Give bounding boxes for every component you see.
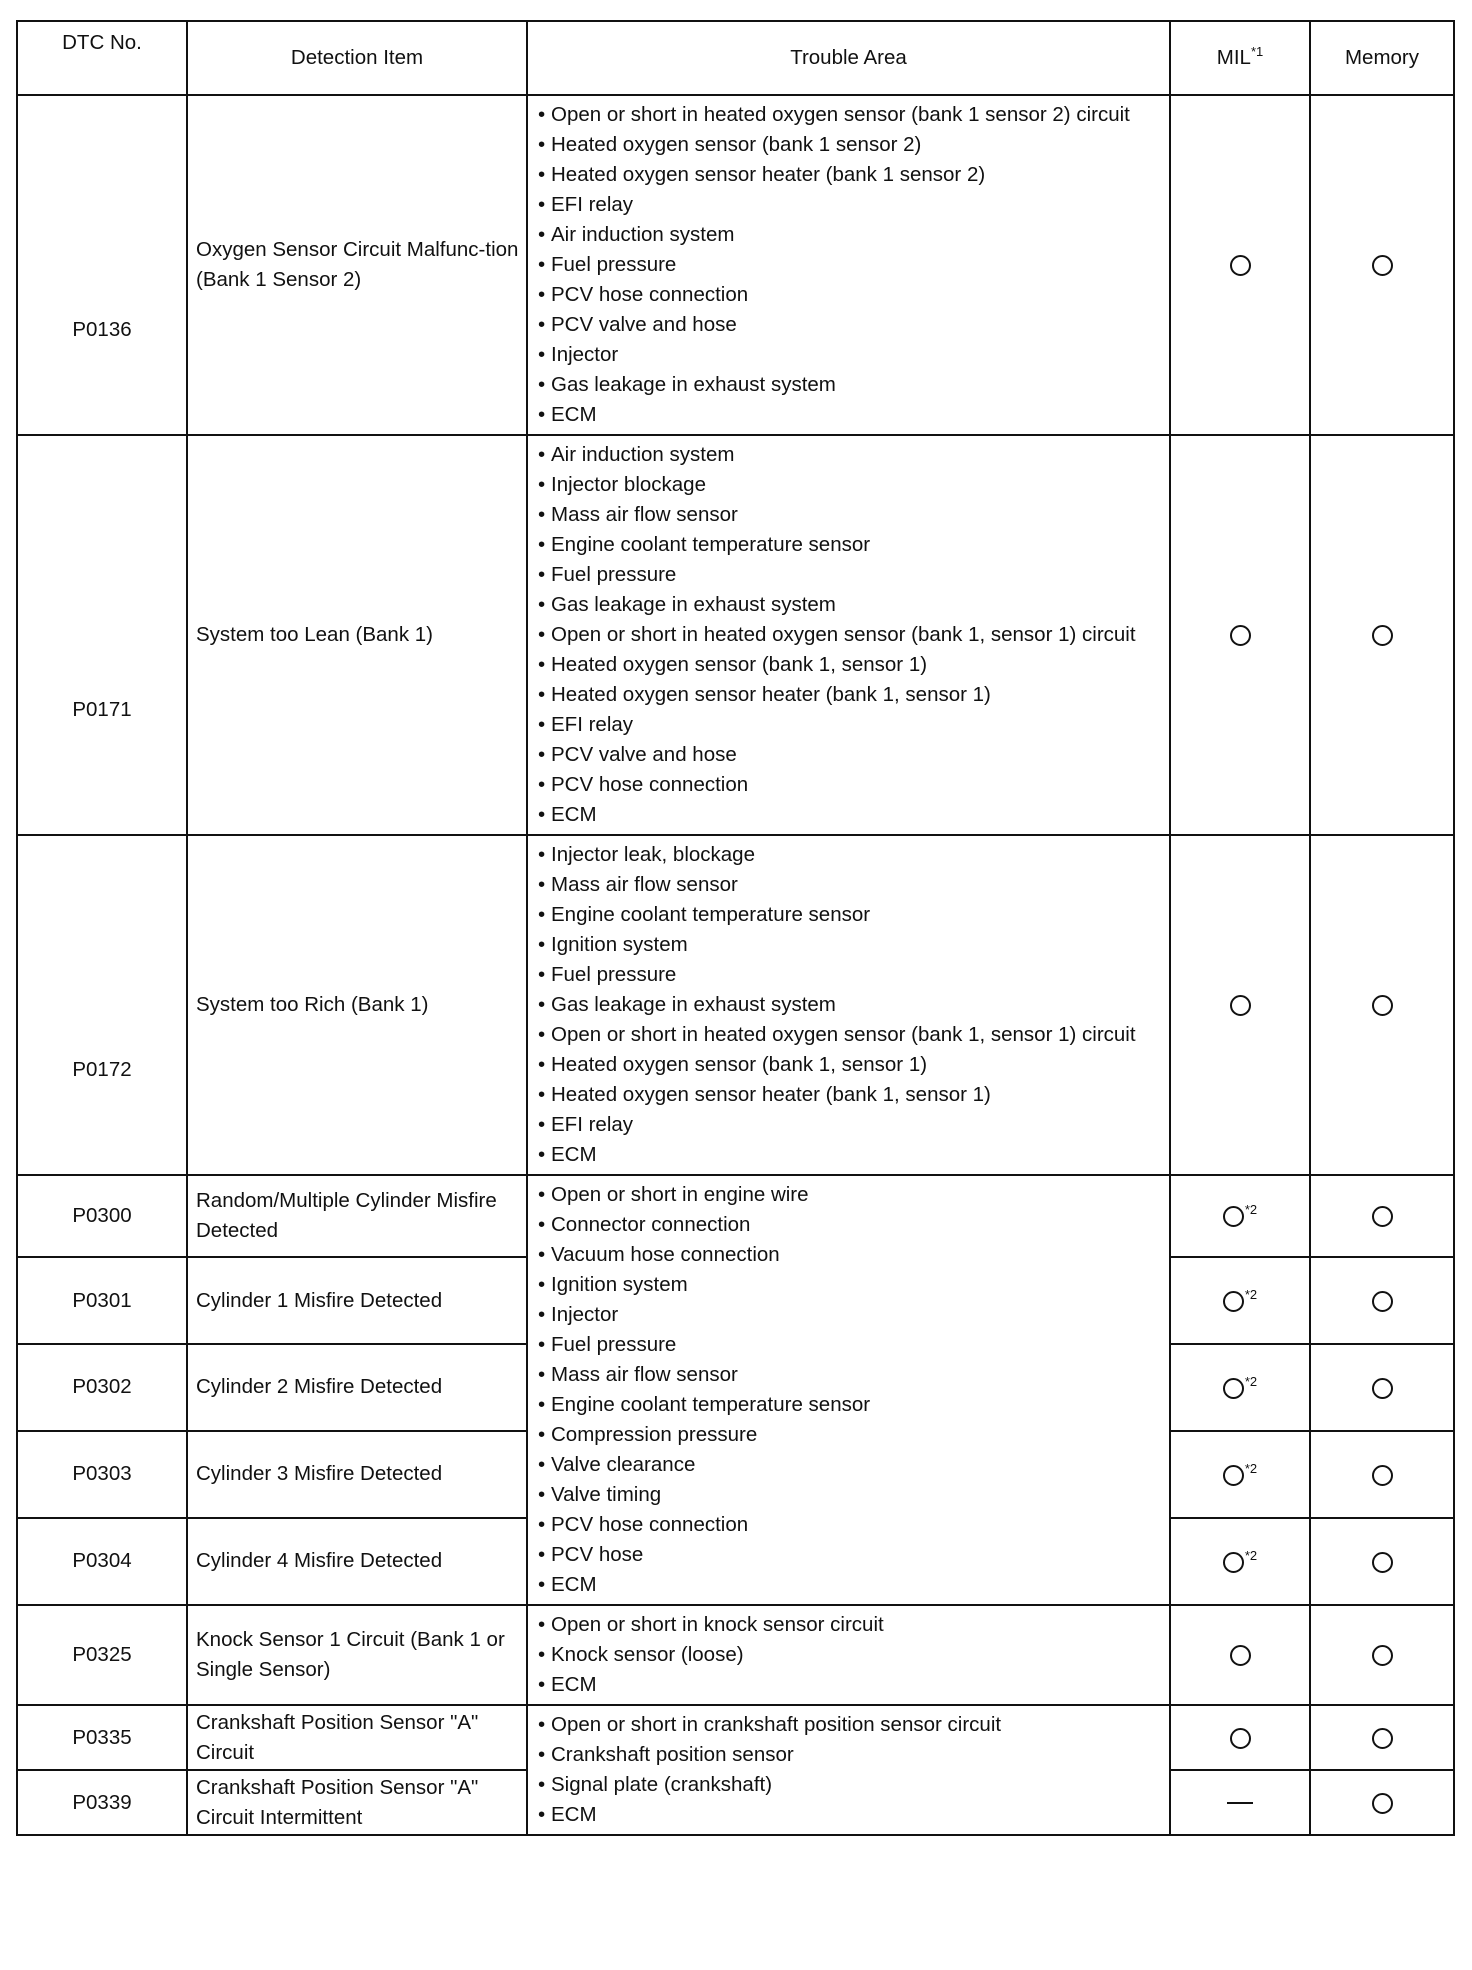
- trouble-area-item: • PCV valve and hose: [538, 310, 1161, 340]
- trouble-area-item: • Air induction system: [538, 440, 1161, 470]
- trouble-area-item: • Injector blockage: [538, 470, 1161, 500]
- memory-cell: [1310, 1705, 1454, 1770]
- table-header-row: [17, 21, 1454, 95]
- header-mil: [1170, 21, 1310, 95]
- trouble-area-item: • Gas leakage in exhaust system: [538, 990, 1161, 1020]
- footnote-2-mark: *2: [1244, 1373, 1258, 1389]
- trouble-area-item: • Open or short in heated oxygen sensor (bank 1, sensor 1) circuit: [538, 1020, 1161, 1050]
- header-memory: Memory: [1310, 21, 1454, 95]
- trouble-area-list: [538, 840, 1161, 1170]
- circle-mark-icon: [1230, 995, 1251, 1016]
- circle-mark-icon: [1372, 995, 1393, 1016]
- header-dtc-no: DTC No.: [17, 21, 187, 95]
- memory-cell: [1310, 835, 1454, 1175]
- trouble-area-item: • Mass air flow sensor: [538, 1360, 1161, 1390]
- trouble-area-item: • Engine coolant temperature sensor: [538, 900, 1161, 930]
- circle-mark-icon: [1372, 1793, 1393, 1814]
- trouble-area-item: • Heated oxygen sensor (bank 1, sensor 1): [538, 650, 1161, 680]
- trouble-area-item: • Connector connection: [538, 1210, 1161, 1240]
- trouble-area-item: • Injector leak, blockage: [538, 840, 1161, 870]
- circle-mark-icon: [1230, 1728, 1251, 1749]
- detection-item: Random/Multiple Cylinder Misfire Detected: [187, 1175, 527, 1257]
- table-row: [17, 435, 1454, 835]
- trouble-area-item: • Ignition system: [538, 1270, 1161, 1300]
- trouble-area-item: • PCV hose connection: [538, 1510, 1161, 1540]
- mil-cell: [1170, 1605, 1310, 1705]
- table-row: [17, 1705, 1454, 1770]
- trouble-area-item: • Knock sensor (loose): [538, 1640, 1161, 1670]
- circle-mark-icon: [1223, 1291, 1244, 1312]
- detection-item: Knock Sensor 1 Circuit (Bank 1 or Single Sensor): [187, 1605, 527, 1705]
- circle-mark-icon: [1372, 1465, 1393, 1486]
- mil-cell: [1170, 1518, 1310, 1605]
- trouble-area-list: [538, 1180, 1161, 1600]
- trouble-area-item: • Vacuum hose connection: [538, 1240, 1161, 1270]
- circle-mark-icon: [1372, 255, 1393, 276]
- dtc-code: P0339: [17, 1770, 187, 1835]
- trouble-area-item: • Valve timing: [538, 1480, 1161, 1510]
- dtc-code: P0171: [17, 435, 187, 835]
- trouble-area-item: • ECM: [538, 1570, 1161, 1600]
- trouble-area-item: • Engine coolant temperature sensor: [538, 530, 1161, 560]
- circle-mark-icon: [1372, 625, 1393, 646]
- memory-cell: [1310, 1175, 1454, 1257]
- trouble-area-item: • ECM: [538, 400, 1161, 430]
- circle-mark-icon: [1372, 1378, 1393, 1399]
- trouble-area-item: • ECM: [538, 800, 1161, 830]
- dtc-code: P0300: [17, 1175, 187, 1257]
- trouble-area-item: • Gas leakage in exhaust system: [538, 370, 1161, 400]
- trouble-area-item: • Ignition system: [538, 930, 1161, 960]
- memory-cell: [1310, 1605, 1454, 1705]
- circle-mark-icon: [1223, 1206, 1244, 1227]
- dtc-table: [16, 20, 1455, 1836]
- footnote-2-mark: *2: [1244, 1460, 1258, 1476]
- trouble-area-item: • Open or short in engine wire: [538, 1180, 1161, 1210]
- memory-cell: [1310, 1518, 1454, 1605]
- detection-item: System too Rich (Bank 1): [187, 835, 527, 1175]
- header-detection-item: Detection Item: [187, 21, 527, 95]
- circle-mark-icon: [1223, 1552, 1244, 1573]
- trouble-area-item: • Injector: [538, 1300, 1161, 1330]
- trouble-area-list: [538, 1710, 1161, 1830]
- circle-mark-icon: [1230, 625, 1251, 646]
- dtc-code: P0302: [17, 1344, 187, 1431]
- mil-cell: [1170, 835, 1310, 1175]
- trouble-area-item: • Crankshaft position sensor: [538, 1740, 1161, 1770]
- trouble-area-list: [538, 440, 1161, 830]
- trouble-area-item: • Compression pressure: [538, 1420, 1161, 1450]
- footnote-2-mark: *2: [1244, 1202, 1258, 1218]
- trouble-area-item: • PCV valve and hose: [538, 740, 1161, 770]
- detection-item: Crankshaft Position Sensor "A" Circuit: [187, 1705, 527, 1770]
- trouble-area-item: • Open or short in heated oxygen sensor (bank 1 sensor 2) circuit: [538, 100, 1161, 130]
- detection-item: Cylinder 4 Misfire Detected: [187, 1518, 527, 1605]
- mil-cell: [1170, 1257, 1310, 1344]
- table-row: [17, 835, 1454, 1175]
- mil-cell: [1170, 1705, 1310, 1770]
- trouble-area-item: • Open or short in heated oxygen sensor (bank 1, sensor 1) circuit: [538, 620, 1161, 650]
- dtc-code: P0303: [17, 1431, 187, 1518]
- trouble-area-item: • Signal plate (crankshaft): [538, 1770, 1161, 1800]
- trouble-area-item: • EFI relay: [538, 1110, 1161, 1140]
- trouble-area-item: • Fuel pressure: [538, 1330, 1161, 1360]
- detection-item: Cylinder 2 Misfire Detected: [187, 1344, 527, 1431]
- circle-mark-icon: [1372, 1291, 1393, 1312]
- trouble-area-cell: [527, 1175, 1170, 1605]
- trouble-area-list: [538, 1610, 1161, 1700]
- trouble-area-item: • Injector: [538, 340, 1161, 370]
- trouble-area-item: • Heated oxygen sensor (bank 1 sensor 2): [538, 130, 1161, 160]
- mil-cell: [1170, 1175, 1310, 1257]
- trouble-area-item: • ECM: [538, 1140, 1161, 1170]
- table-row: [17, 95, 1454, 435]
- memory-cell: [1310, 1770, 1454, 1835]
- circle-mark-icon: [1230, 255, 1251, 276]
- trouble-area-item: • Heated oxygen sensor heater (bank 1, sensor 1): [538, 1080, 1161, 1110]
- circle-mark-icon: [1372, 1728, 1393, 1749]
- footnote-2-mark: *2: [1244, 1547, 1258, 1563]
- trouble-area-item: • Heated oxygen sensor heater (bank 1 sensor 2): [538, 160, 1161, 190]
- detection-item: Crankshaft Position Sensor "A" Circuit Intermittent: [187, 1770, 527, 1835]
- trouble-area-item: • Fuel pressure: [538, 560, 1161, 590]
- dtc-code: P0301: [17, 1257, 187, 1344]
- circle-mark-icon: [1372, 1552, 1393, 1573]
- trouble-area-item: • ECM: [538, 1800, 1161, 1830]
- table-row: [17, 1605, 1454, 1705]
- memory-cell: [1310, 1344, 1454, 1431]
- header-mil-label: MIL: [1216, 46, 1251, 69]
- detection-item: Cylinder 1 Misfire Detected: [187, 1257, 527, 1344]
- trouble-area-item: • PCV hose: [538, 1540, 1161, 1570]
- memory-cell: [1310, 435, 1454, 835]
- footnote-2-mark: *2: [1244, 1286, 1258, 1302]
- table-row: [17, 1175, 1454, 1257]
- trouble-area-cell: [527, 95, 1170, 435]
- circle-mark-icon: [1230, 1645, 1251, 1666]
- trouble-area-item: • EFI relay: [538, 190, 1161, 220]
- not-applicable-dash: [1227, 1802, 1253, 1804]
- dtc-page: [16, 20, 1453, 1950]
- trouble-area-item: • Open or short in crankshaft position sensor circuit: [538, 1710, 1161, 1740]
- memory-cell: [1310, 1257, 1454, 1344]
- header-trouble-area: Trouble Area: [527, 21, 1170, 95]
- circle-mark-icon: [1372, 1206, 1393, 1227]
- trouble-area-item: • PCV hose connection: [538, 770, 1161, 800]
- mil-cell: [1170, 95, 1310, 435]
- detection-item: System too Lean (Bank 1): [187, 435, 527, 835]
- trouble-area-cell: [527, 1605, 1170, 1705]
- trouble-area-item: • PCV hose connection: [538, 280, 1161, 310]
- trouble-area-item: • Heated oxygen sensor heater (bank 1, sensor 1): [538, 680, 1161, 710]
- memory-cell: [1310, 95, 1454, 435]
- trouble-area-item: • Fuel pressure: [538, 960, 1161, 990]
- trouble-area-cell: [527, 835, 1170, 1175]
- trouble-area-item: • ECM: [538, 1670, 1161, 1700]
- dtc-code: P0136: [17, 95, 187, 435]
- dtc-code: P0172: [17, 835, 187, 1175]
- circle-mark-icon: [1223, 1378, 1244, 1399]
- trouble-area-cell: [527, 435, 1170, 835]
- mil-cell: [1170, 435, 1310, 835]
- trouble-area-item: • Mass air flow sensor: [538, 500, 1161, 530]
- memory-cell: [1310, 1431, 1454, 1518]
- circle-mark-icon: [1223, 1465, 1244, 1486]
- dtc-code: P0335: [17, 1705, 187, 1770]
- trouble-area-item: • Fuel pressure: [538, 250, 1161, 280]
- trouble-area-item: • Gas leakage in exhaust system: [538, 590, 1161, 620]
- trouble-area-list: [538, 100, 1161, 430]
- trouble-area-item: • Open or short in knock sensor circuit: [538, 1610, 1161, 1640]
- dtc-code: P0325: [17, 1605, 187, 1705]
- circle-mark-icon: [1372, 1645, 1393, 1666]
- trouble-area-item: • EFI relay: [538, 710, 1161, 740]
- detection-item: Cylinder 3 Misfire Detected: [187, 1431, 527, 1518]
- mil-cell: [1170, 1770, 1310, 1835]
- detection-item: Oxygen Sensor Circuit Malfunc-tion (Bank 1 Sensor 2): [187, 95, 527, 435]
- trouble-area-item: • Heated oxygen sensor (bank 1, sensor 1): [538, 1050, 1161, 1080]
- trouble-area-cell: [527, 1705, 1170, 1835]
- trouble-area-item: • Engine coolant temperature sensor: [538, 1390, 1161, 1420]
- trouble-area-item: • Air induction system: [538, 220, 1161, 250]
- mil-cell: [1170, 1344, 1310, 1431]
- header-mil-note: *1: [1250, 44, 1264, 60]
- trouble-area-item: • Valve clearance: [538, 1450, 1161, 1480]
- trouble-area-item: • Mass air flow sensor: [538, 870, 1161, 900]
- dtc-code: P0304: [17, 1518, 187, 1605]
- mil-cell: [1170, 1431, 1310, 1518]
